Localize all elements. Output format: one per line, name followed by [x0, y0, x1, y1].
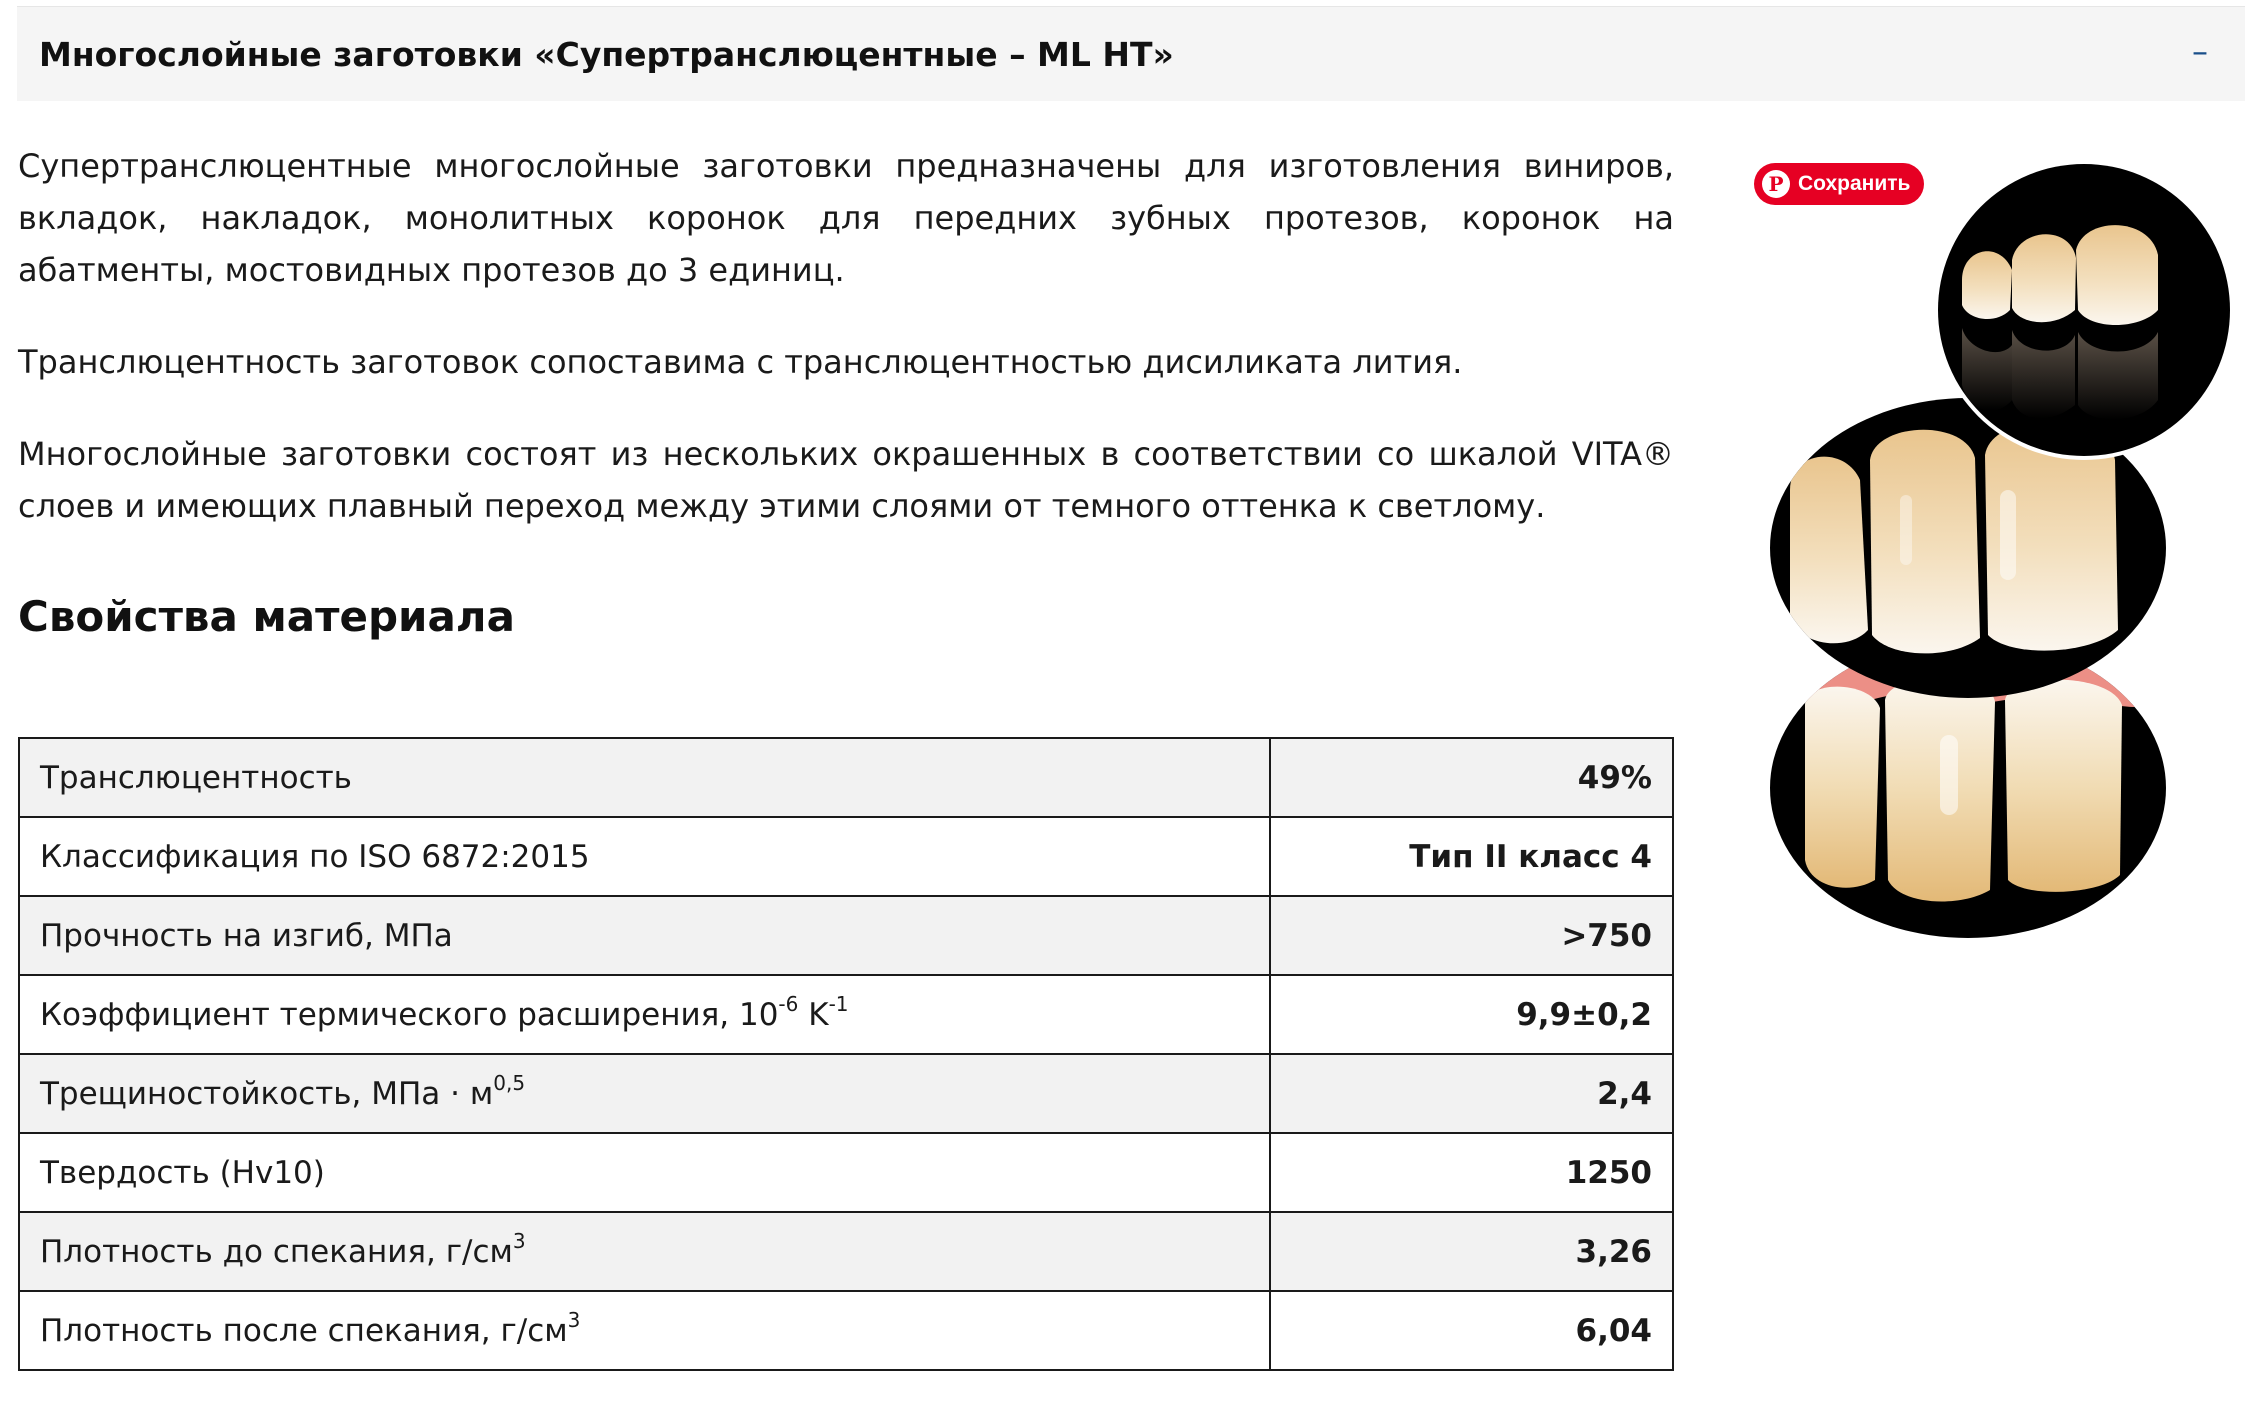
paragraph-layers: Многослойные заготовки состоят из нескольких окрашенных в соответствии со шкалой VITA® слоев и имеющих плавный переход между этими слоями от темного оттенка к светлому.: [18, 435, 1674, 525]
pinterest-icon: P: [1762, 170, 1790, 198]
property-name: Плотность после спекания, $г/см^3$: [19, 1291, 1270, 1370]
property-value: 3,26: [1270, 1212, 1673, 1291]
property-value: 2,4: [1270, 1054, 1673, 1133]
property-value: 9,9±0,2: [1270, 975, 1673, 1054]
properties-table: [18, 737, 1674, 1371]
property-value: >750: [1270, 896, 1673, 975]
property-name: Прочность на изгиб, МПа: [19, 896, 1270, 975]
pinterest-save-button[interactable]: [1754, 163, 1924, 205]
table-row: [19, 1054, 1673, 1133]
section-title: Свойства материала: [18, 592, 515, 641]
table-row: [19, 896, 1673, 975]
property-name: Транслюцентность: [19, 738, 1270, 817]
property-value: 49%: [1270, 738, 1673, 817]
dental-crowns-illustration: [1750, 160, 2230, 1000]
property-name: Трещиностойкость, МПа · $м^{0,5}$: [19, 1054, 1270, 1133]
table-row: [19, 738, 1673, 817]
paragraph-purpose: Супертранслюцентные многослойные заготовки предназначены для изготовления виниров, вкладок, накладок, монолитных коронок для передних зубных протезов, коронок на абатменты, мостовидных протезов до 3 единиц.: [18, 147, 1674, 289]
table-row: [19, 1291, 1673, 1370]
table-row: [19, 975, 1673, 1054]
table-row: [19, 1212, 1673, 1291]
accordion-header[interactable]: [17, 6, 2245, 101]
collapse-icon[interactable]: –: [2192, 32, 2208, 70]
property-name: Коэффициент термического расширения, $10^{-6}$ $K^{-1}$: [19, 975, 1270, 1054]
table-row: [19, 817, 1673, 896]
property-name: Твердость (Hv10): [19, 1133, 1270, 1212]
description-text: [18, 140, 1674, 572]
property-value: 1250: [1270, 1133, 1673, 1212]
pinterest-save-label: Сохранить: [1798, 172, 1911, 195]
property-name: Плотность до спекания, $г/см^3$: [19, 1212, 1270, 1291]
table-row: [19, 1133, 1673, 1212]
property-value: Тип II класс 4: [1270, 817, 1673, 896]
property-value: 6,04: [1270, 1291, 1673, 1370]
dental-crowns-image: [1750, 160, 2230, 1000]
paragraph-translucency: Транслюцентность заготовок сопоставима с транслюцентностью дисиликата лития.: [18, 343, 1463, 381]
accordion-title[interactable]: Многослойные заготовки «Супертранслюцентные – ML HT»: [39, 35, 1174, 74]
property-name: Классификация по ISO 6872:2015: [19, 817, 1270, 896]
